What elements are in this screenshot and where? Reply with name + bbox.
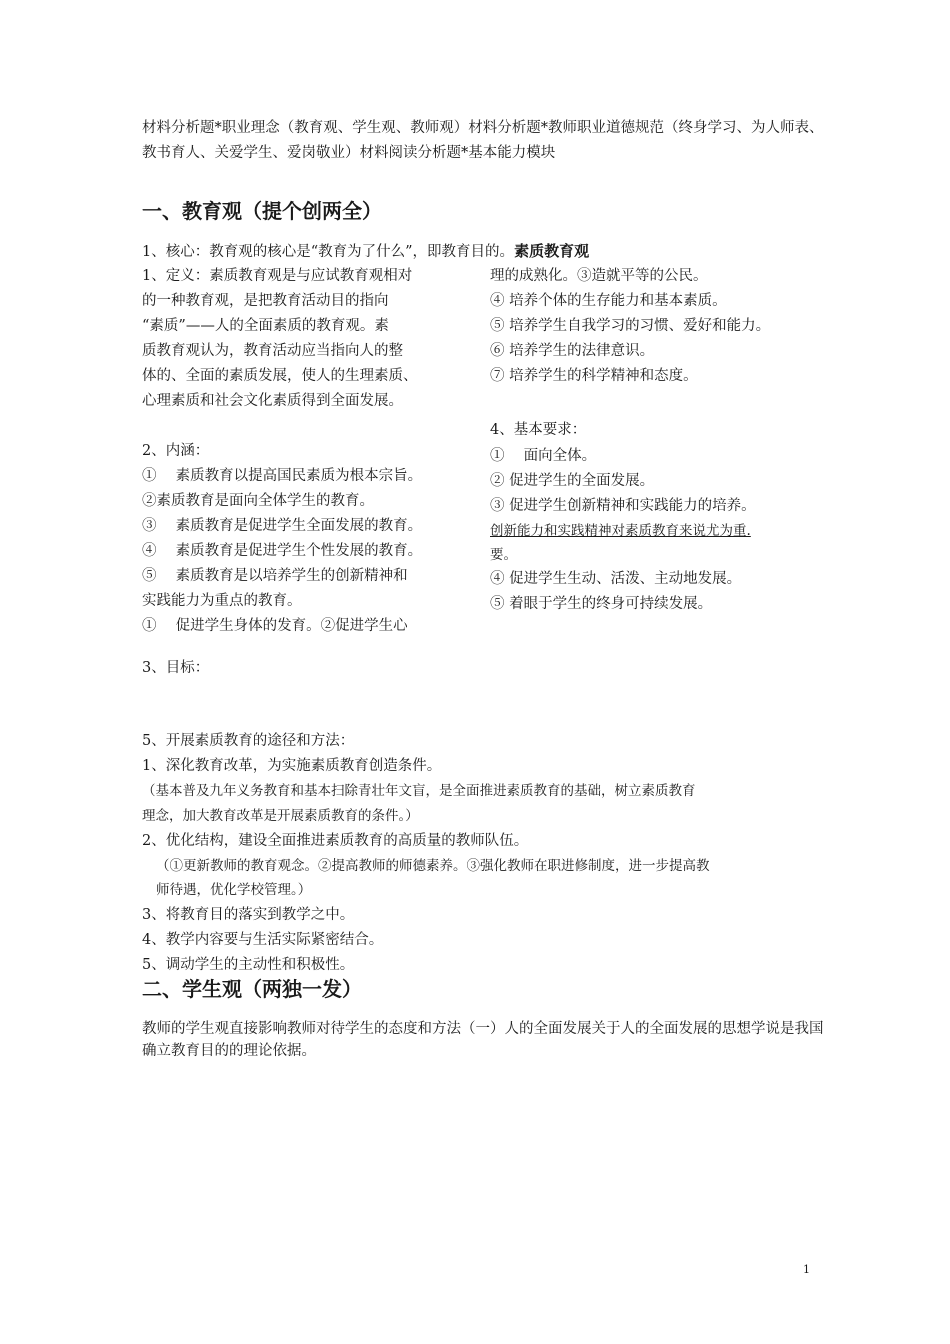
requirements-title: 4、基本要求： [490,422,587,438]
connotation-item: 实践能力为重点的教育。 [142,593,302,609]
ways-item: 2、优化结构，建设全面推进素质教育的高质量的教师队伍。 [142,833,529,849]
intro-paragraph: 材料分析题*职业理念（教育观、学生观、教师观）材料分析题*教师职业道德规范（终身学习、为人师表、教书育人、关爱学生、爱岗敬业）材料阅读分析题*基本能力模块 [142,120,824,161]
ways-title: 5、开展素质教育的途径和方法： [142,733,355,749]
requirement-item: ⑤ 着眼于学生的终身可持续发展。 [490,596,713,612]
core-line [142,241,589,262]
connotation-item: ②素质教育是面向全体学生的教育。 [142,493,374,509]
section1-heading: 一、教育观（提个创两全） [142,199,382,223]
goal-item: ④ 培养个体的生存能力和基本素质。 [490,293,727,309]
requirement-note-cont: 要。 [490,547,517,563]
connotation-item: ⑤ 素质教育是以培养学生的创新精神和 [142,568,408,584]
requirement-item: ① 面向全体。 [490,448,597,464]
ways-item: 1、深化教育改革，为实施素质教育创造条件。 [142,758,442,774]
requirement-item: ② 促进学生的全面发展。 [490,473,655,489]
goal-item: 理的成熟化。③造就平等的公民。 [490,268,708,284]
ways-note: （①更新教师的教育观念。②提高教师的师德素养。③强化教师在职进修制度，进一步提高教 [156,858,710,874]
page-number: 1 [803,1263,810,1276]
section2-heading: 二、学生观（两独一发） [142,977,362,1001]
goal-item: ⑥ 培养学生的法律意识。 [490,343,655,359]
definition-line: 1、定义：素质教育观是与应试教育观相对 [142,268,413,284]
connotation-title: 2、内涵： [142,443,210,459]
connotation-item: ① 素质教育以提高国民素质为根本宗旨。 [142,468,423,484]
ways-note: （基本普及九年义务教育和基本扫除青壮年文盲，是全面推进素质教育的基础，树立素质教育 [142,783,696,799]
requirement-underlined-note: 创新能力和实践精神对素质教育来说尤为重. [490,523,751,539]
ways-item: 5、调动学生的主动性和积极性。 [142,957,355,973]
goal-title: 3、目标： [142,660,210,676]
core-text: 1、核心：教育观的核心是“教育为了什么”，即教育目的。 [142,244,515,260]
ways-item: 4、教学内容要与生活实际紧密结合。 [142,932,384,948]
connotation-item: ① 促进学生身体的发育。②促进学生心 [142,618,408,634]
goal-item: ⑤ 培养学生自我学习的习惯、爱好和能力。 [490,318,771,334]
definition-line: 体的、全面的素质发展，使人的生理素质、 [142,368,418,384]
ways-note: 师待遇，优化学校管理。） [156,882,312,898]
definition-line: “素质”——人的全面素质的教育观。素 [142,318,389,334]
core-bold-term: 素质教育观 [514,242,590,260]
definition-line: 质教育观认为，教育活动应当指向人的整 [142,343,403,359]
requirement-item: ④ 促进学生生动、活泼、主动地发展。 [490,571,742,587]
connotation-item: ④ 素质教育是促进学生个性发展的教育。 [142,543,423,559]
definition-line: 的一种教育观，是把教育活动目的指向 [142,293,389,309]
ways-item: 3、将教育目的落实到教学之中。 [142,907,355,923]
section2-body: 教师的学生观直接影响教师对待学生的态度和方法（一）人的全面发展关于人的全面发展的思想学说是我国确立教育目的的理论依据。 [142,1021,824,1059]
connotation-item: ③ 素质教育是促进学生全面发展的教育。 [142,518,423,534]
requirement-item: ③ 促进学生创新精神和实践能力的培养。 [490,498,756,514]
ways-note: 理念，加大教育改革是开展素质教育的条件。） [142,808,419,824]
goal-item: ⑦ 培养学生的科学精神和态度。 [490,368,698,384]
definition-line: 心理素质和社会文化素质得到全面发展。 [142,393,403,409]
